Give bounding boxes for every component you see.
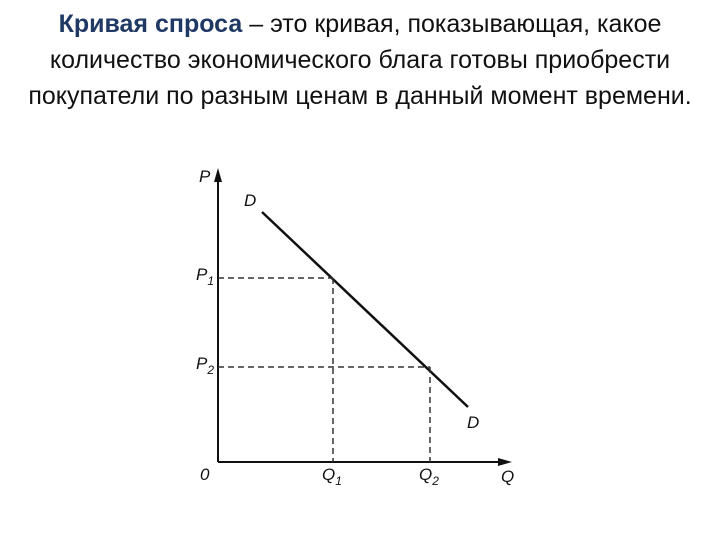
q2-letter: Q xyxy=(419,465,433,484)
q2-subscript: 2 xyxy=(432,474,439,488)
price-axis-label: P xyxy=(199,167,211,186)
p2-label xyxy=(196,354,214,377)
q1-label xyxy=(322,465,342,488)
q2-label xyxy=(419,465,439,488)
p1-subscript: 1 xyxy=(207,274,215,288)
quantity-axis-label: Q xyxy=(501,467,515,486)
origin-label: 0 xyxy=(200,465,210,484)
curve-label-top: D xyxy=(244,191,257,210)
p1-label xyxy=(196,265,214,288)
curve-label-bottom: D xyxy=(467,413,480,432)
price-axis-arrow xyxy=(214,168,222,182)
quantity-axis-arrow xyxy=(498,458,512,466)
demand-curve-diagram xyxy=(185,160,525,500)
p2-letter: P xyxy=(196,354,208,373)
q1-letter: Q xyxy=(322,465,336,484)
p1-letter: P xyxy=(196,265,208,284)
definition-text xyxy=(20,6,700,114)
p2-subscript: 2 xyxy=(207,363,215,377)
definition-body: – это кривая, показывающая, какое количество экономического блага готовы приобрести покупатели по разным ценам в данный момент времени. xyxy=(28,10,692,110)
definition-term: Кривая спроса xyxy=(58,10,243,38)
q1-subscript: 1 xyxy=(335,474,342,488)
demand-curve xyxy=(262,212,468,407)
